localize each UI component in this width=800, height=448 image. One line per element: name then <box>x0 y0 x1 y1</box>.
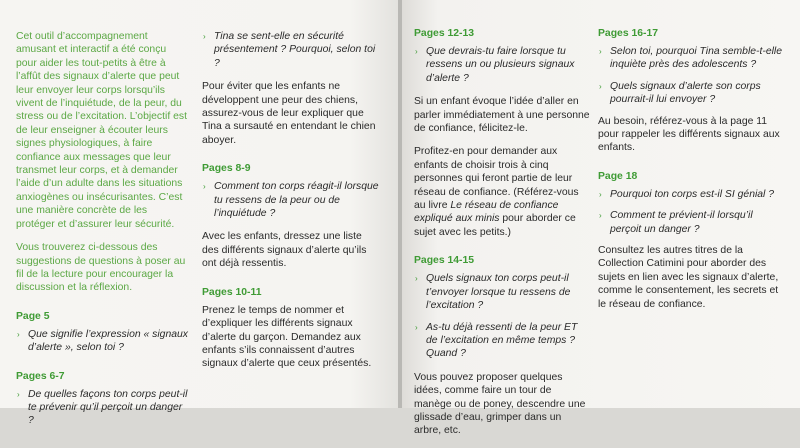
column-2 <box>202 30 380 381</box>
question-pages-16-17-a <box>598 45 784 72</box>
question-text: Comment te prévient-il lorsqu’il perçoit un danger ? <box>610 210 753 235</box>
chevron-right-icon: › <box>415 47 418 56</box>
column-3 <box>414 28 590 448</box>
question-text: Que devrais-tu faire lorsque tu ressens un ou plusieurs signaux d’alerte ? <box>426 46 575 84</box>
question-tina-safety <box>202 30 380 70</box>
heading-pages-12-13: Pages 12-13 <box>414 28 475 39</box>
heading-pages-10-11: Pages 10-11 <box>202 286 262 298</box>
chevron-right-icon: › <box>203 182 206 192</box>
chevron-right-icon: › <box>415 274 418 284</box>
question-text: Comment ton corps réagit-il lorsque tu ressens de la peur ou de l’inquiétude ? <box>214 181 379 220</box>
paragraph-boy-signals: Prenez le temps de nommer et d’expliquer les différents signaux d’alerte du garçon. Demandez aux enfants s’ils connaissent d’autres signaux d’alerte que ceux présentés. <box>202 304 372 370</box>
paragraph-text: Profitez-en pour demander aux enfants de choisir trois à cinq personnes qui feront partie de leur réseau de confiance. (Référez-vous au livre <box>414 146 579 212</box>
question-pages-8-9 <box>202 180 380 220</box>
chevron-right-icon: › <box>17 329 20 339</box>
chevron-right-icon: › <box>17 389 20 399</box>
chevron-right-icon: › <box>415 322 418 332</box>
paragraph-page-11-reference: Au besoin, référez-vous à la page 11 pour rappeler les différents signaux aux enfants. <box>598 115 780 154</box>
question-pages-12-13 <box>414 45 590 85</box>
heading-page-18: Page 18 <box>598 170 638 182</box>
question-pages-14-15-b <box>414 321 590 361</box>
question-text: Que signifie l’expression « signaux d’alerte », selon toi ? <box>28 328 188 354</box>
chevron-right-icon: › <box>599 81 602 91</box>
chevron-right-icon: › <box>599 189 602 199</box>
chevron-right-icon: › <box>599 211 602 221</box>
paragraph-signal-list: Avec les enfants, dressez une liste des différents signaux d’alerte qu’ils ont déjà ressentis. <box>202 231 367 270</box>
question-text: Tina se sent-elle en sécurité présentement ? Pourquoi, selon toi ? <box>214 31 376 69</box>
question-pages-14-15-a <box>414 272 590 312</box>
heading-page-5: Page 5 <box>16 310 50 322</box>
chevron-right-icon: › <box>203 32 206 41</box>
column-1 <box>16 30 188 436</box>
question-text: De quelles façons ton corps peut-il te prévenir qu’il perçoit un danger ? <box>28 388 188 427</box>
question-text: As-tu déjà ressenti de la peur ET de l’excitation en même temps ? Quand ? <box>426 321 578 360</box>
question-text: Selon toi, pourquoi Tina semble-t-elle inquiète près des adolescents ? <box>610 46 783 71</box>
right-page <box>402 0 800 437</box>
heading-pages-6-7: Pages 6-7 <box>16 370 65 382</box>
question-page-18-b <box>598 209 784 236</box>
question-text: Pourquoi ton corps est-il SI génial ? <box>610 188 775 200</box>
question-page-5 <box>16 328 188 355</box>
question-pages-6-7 <box>16 388 188 428</box>
question-text: Quels signaux ton corps peut-il t’envoyer lorsque tu ressens de l’excitation ? <box>426 273 571 312</box>
heading-pages-16-17: Pages 16-17 <box>598 28 659 39</box>
intro-suggestions: Vous trouverez ci-dessous des suggestions de questions à poser au fil de la lecture pour encourager la discussion et la réflexion. <box>16 242 186 294</box>
paragraph-trusted-person: Si un enfant évoque l’idée d’aller en parler immédiatement à une personne de confiance, félicitez-le. <box>414 96 590 135</box>
question-page-18-a <box>598 188 784 201</box>
chevron-right-icon: › <box>599 47 602 56</box>
paragraph-trust-network <box>414 145 590 239</box>
heading-pages-8-9: Pages 8-9 <box>202 163 251 175</box>
paragraph-collection: Consultez les autres titres de la Collection Catimini pour aborder des sujets en lien avec les signaux d’alerte, comme le consentement, les secrets et le réseau de confiance. <box>598 245 779 310</box>
book-title: Le réseau de confiance expliqué aux minis <box>414 200 559 225</box>
question-text: Quels signaux d’alerte son corps pourrait-il lui envoyer ? <box>610 80 761 106</box>
question-pages-16-17-b <box>598 80 784 107</box>
heading-pages-14-15: Pages 14-15 <box>414 255 475 267</box>
intro-paragraph: Cet outil d’accompagnement amusant et interactif a été conçu pour aider les tout-petits à être à l’affût des signaux d’alerte que peut leur envoyer leur corps lorsqu’ils vivent de l’inquiétude, de la peur, du stress ou de l’excitation. L’objectif est de leur enseigner à écouter leurs signes physiologiques, à faire confiance aux messages que leur transmet leur corps, et à demander l’aide d’un adulte dans les situations anxiogènes ou insécurisantes. C’est une manière concrète de les protéger et d’assurer leur sécurité. <box>16 31 187 230</box>
paragraph-text: pour aborder ce sujet avec les petits.) <box>414 213 576 238</box>
left-page <box>0 0 398 427</box>
column-4 <box>598 28 784 321</box>
paragraph-ideas: Vous pouvez proposer quelques idées, comme faire un tour de manège ou de poney, descendre une glissade d’eau, grimper dans un arbre, etc. <box>414 371 586 437</box>
paragraph-dog-fear: Pour éviter que les enfants ne développent une peur des chiens, assurez-vous de leur expliquer que Tina a sursauté en entendant le chien aboyer. <box>202 81 376 146</box>
